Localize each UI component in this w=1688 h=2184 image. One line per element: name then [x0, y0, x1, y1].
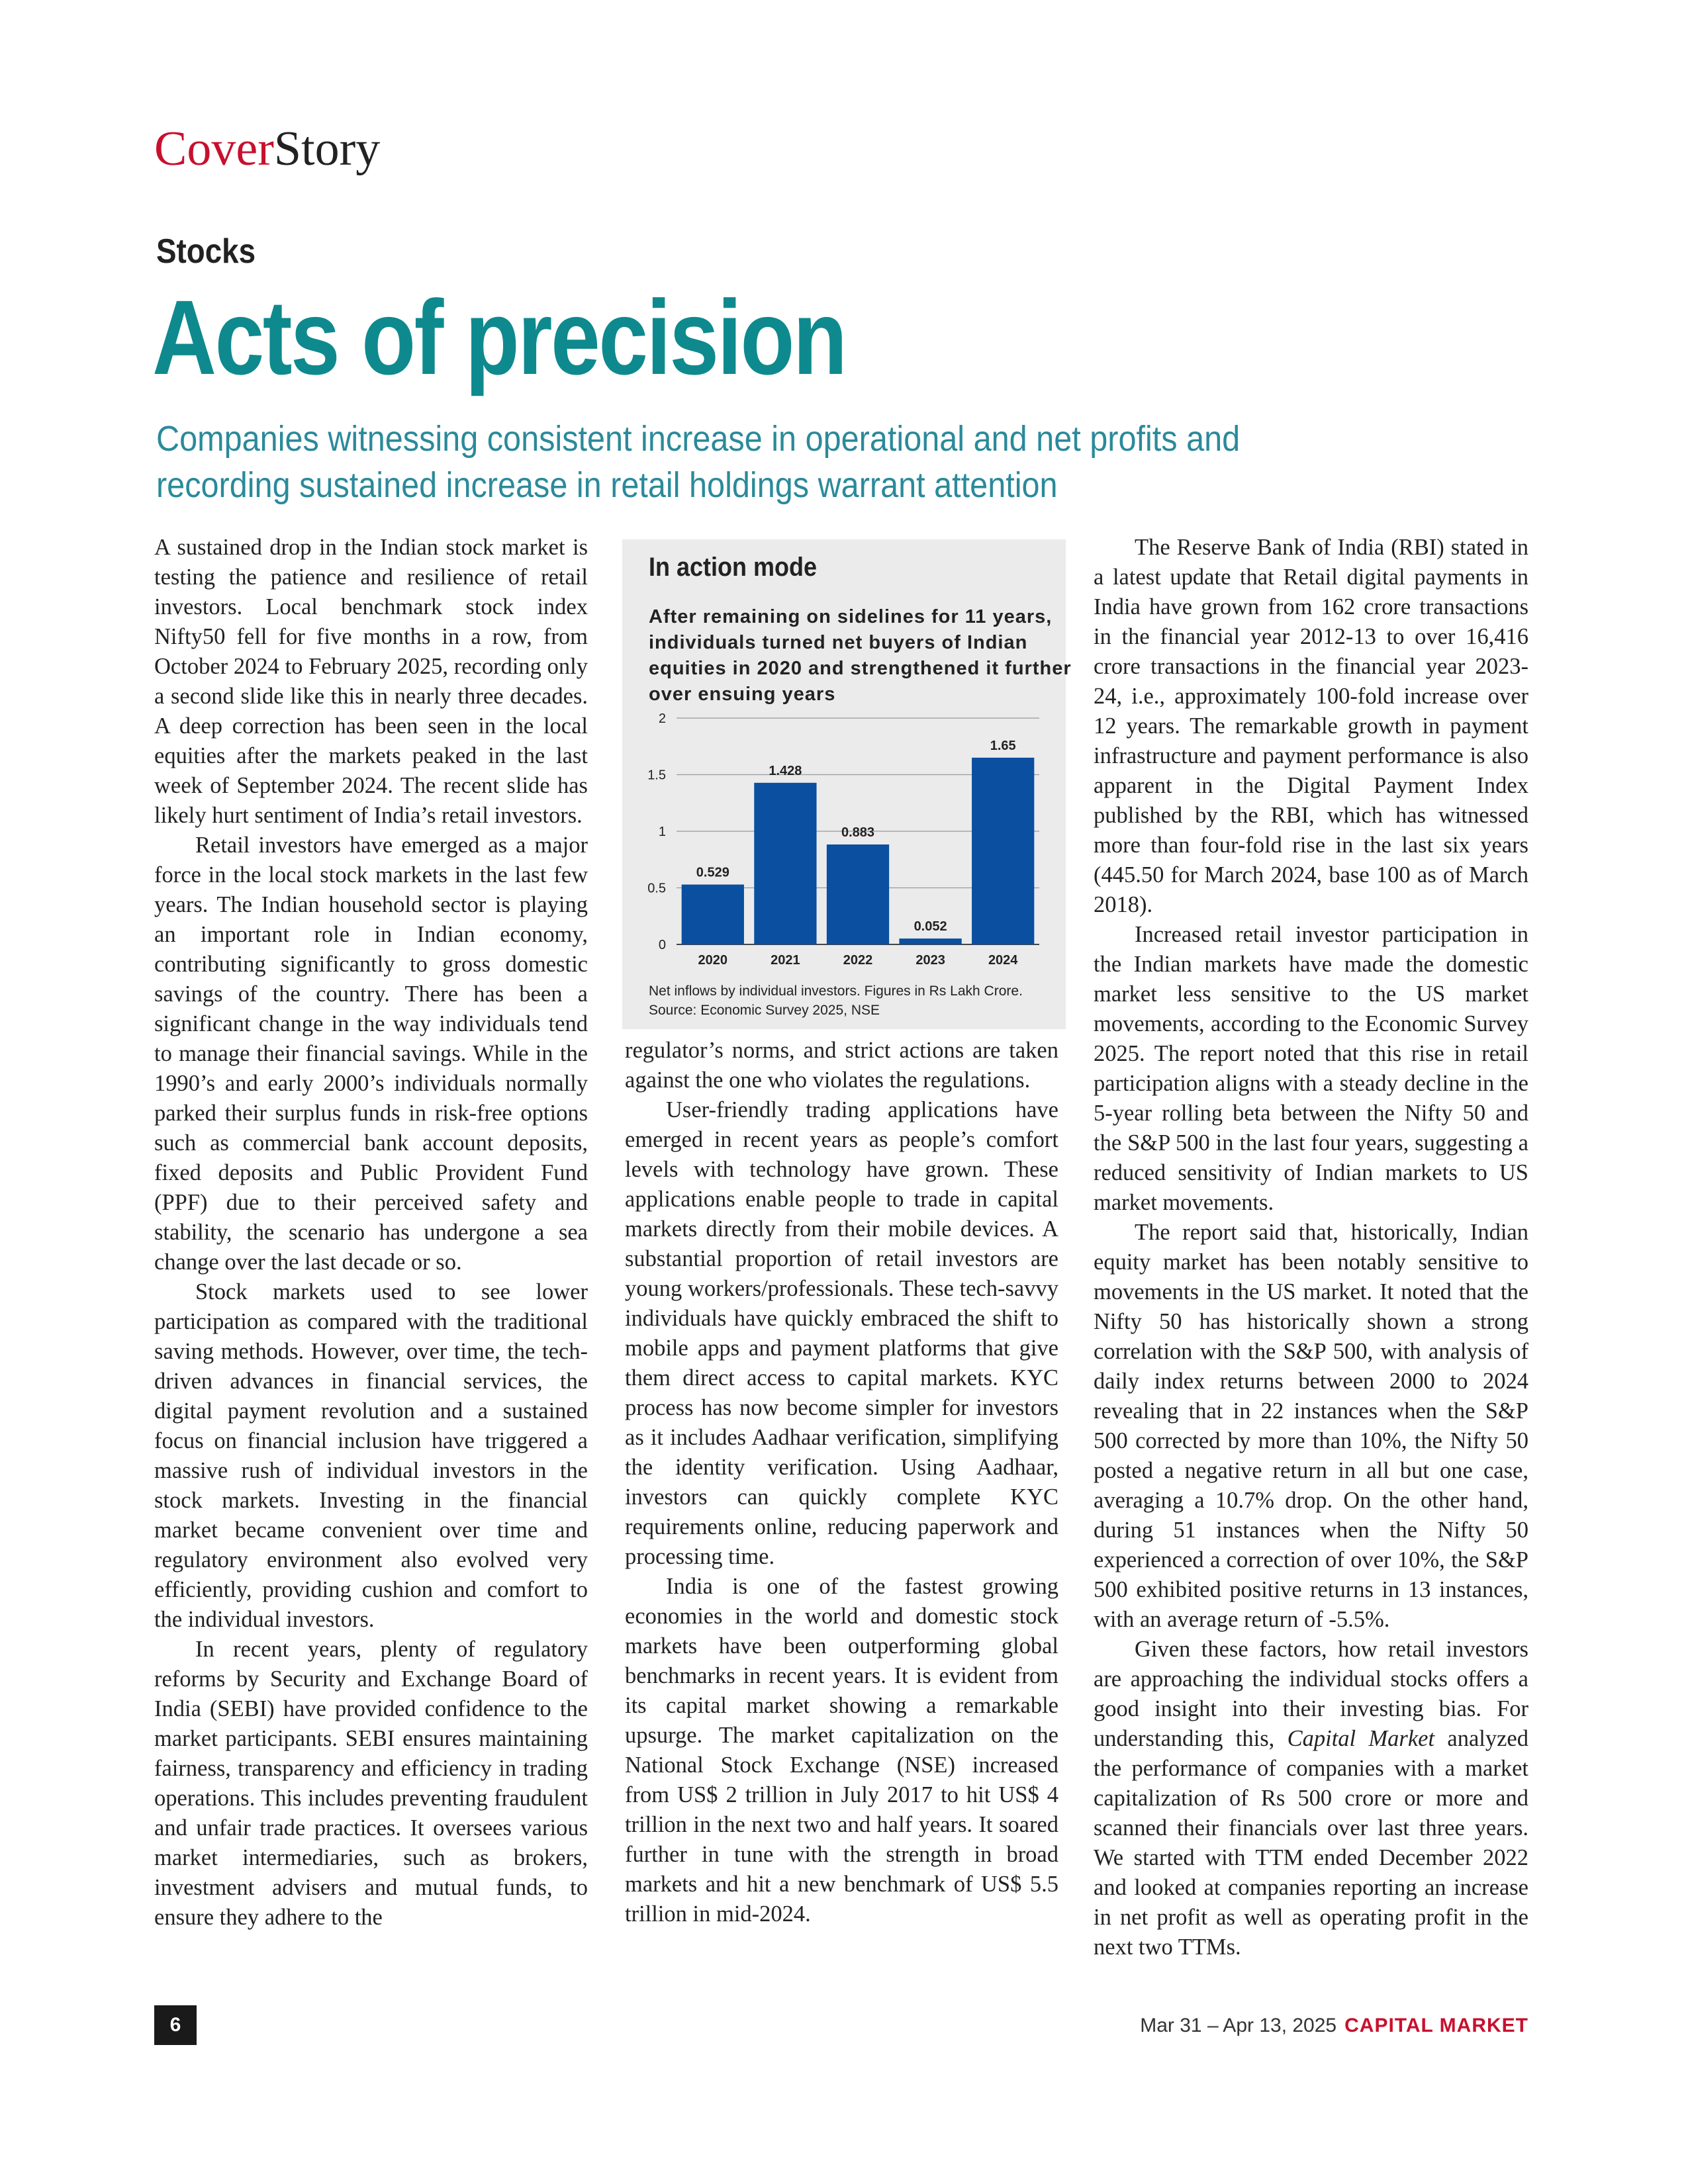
bar-2022	[827, 844, 889, 944]
column-1	[154, 533, 588, 1933]
text-run: Given these factors, how retail investors are approaching the individual stocks offers a good insight into their investing bias. For understanding this,	[1094, 1637, 1528, 1751]
y-tick-label: 2	[658, 711, 666, 726]
y-tick-label: 0.5	[647, 881, 666, 896]
chart-box	[622, 539, 1072, 1029]
x-tick-label: 2023	[915, 953, 945, 968]
article-headline: Acts of precision	[152, 278, 846, 396]
x-tick-label: 2022	[843, 953, 873, 968]
footer	[1140, 2015, 1528, 2037]
bar-2021	[754, 783, 816, 944]
paragraph: A sustained drop in the Indian stock market is testing the patience and resilience of retail investors. Local benchmark stock index Nifty50 fell for five months in a row, from October 2024 to February 2025, recording only a second slide like this in nearly three decades. A deep correction has been seen in the local equities after the markets peaked in the last week of September 2024. The recent slide has likely hurt sentiment of India’s retail investors.	[154, 535, 588, 828]
data-label: 0.883	[841, 825, 875, 841]
paragraph: The Reserve Bank of India (RBI) stated in a latest update that Retail digital payments in India have grown from 162 crore transactions in the financial year 2012-13 to over 16,416 crore transactions in the financial year 2023-24, i.e., approximately 100-fold increase over 12 years. The remarkable growth in payment infrastructure and payment performance is also apparent in the Digital Payment Index published by the RBI, which has witnessed more than four-fold rise in the last six years (445.50 for March 2024, base 100 as of March 2018).	[1094, 535, 1528, 917]
chart-subtitle: After remaining on sidelines for 11 years, individuals turned net buyers of Indian equities in 2020 and strengthened it further over ensuing years	[649, 606, 1072, 705]
x-tick-label: 2024	[988, 953, 1018, 968]
chart-note-text: Net inflows by individual investors. Figures in Rs Lakh Crore.	[649, 983, 1023, 999]
column-3	[1094, 533, 1528, 1962]
bar-2024	[972, 758, 1034, 944]
page-number: 6	[154, 2005, 197, 2045]
paragraph: regulator’s norms, and strict actions are taken against the one who violates the regulations.	[625, 1038, 1058, 1093]
y-tick-label: 1	[658, 825, 666, 839]
data-label: 1.428	[769, 763, 802, 778]
section-tag-cover: Cover	[154, 122, 274, 176]
paragraph: Stock markets used to see lower participation as compared with the traditional saving methods. However, over time, the tech-driven advances in financial services, the digital payment revolution and a sustained focus on financial inclusion have triggered a massive rush of individual investors in the stock markets. Investing in the financial market became convenient over time and regulatory environment also evolved very efficiently, providing cushion and comfort to the individual investors.	[154, 1279, 588, 1632]
bar-chart	[622, 539, 1066, 1029]
article-kicker: Stocks	[156, 232, 256, 271]
x-tick-label: 2020	[698, 953, 728, 968]
bar-2023	[899, 938, 961, 944]
data-label: 0.529	[696, 865, 729, 880]
magazine-name: CAPITAL MARKET	[1344, 2015, 1528, 2036]
data-label: 1.65	[990, 738, 1016, 753]
issue-date: Mar 31 – Apr 13, 2025	[1140, 2015, 1337, 2036]
paragraph: The report said that, historically, Indian equity market has been notably sensitive to movements in the US market. It noted that the Nifty 50 has historically shown a strong correlation with the S&P 500, with analysis of daily index returns between 2000 to 2024 revealing that in 22 instances when the S&P 500 corrected by more than 10%, the Nifty 50 posted a negative return in all but one case, averaging a 10.7% drop. On the other hand, during 51 instances when the Nifty 50 experienced a correction of over 10%, the S&P 500 exhibited positive returns in 13 instances, with an average return of -5.5%.	[1094, 1220, 1528, 1632]
data-label: 0.052	[914, 919, 947, 934]
paragraph: User-friendly trading applications have emerged in recent years as people’s comfort levels with technology have grown. These applications enable people to trade in capital markets directly from their mobile devices. A substantial proportion of retail investors are young workers/professionals. These tech-savvy individuals have quickly embraced the shift to mobile apps and payment platforms that give them direct access to capital markets. KYC process has now become simpler for investors as it includes Aadhaar verification, simplifying the identity verification. Using Aadhaar, investors can quickly complete KYC requirements online, reducing paperwork and processing time.	[625, 1097, 1058, 1569]
chart-title: In action mode	[649, 553, 818, 582]
chart-source: Source: Economic Survey 2025, NSE	[649, 1003, 880, 1018]
paragraph: Increased retail investor participation in the Indian markets have made the domestic market less sensitive to the US market movements, according to the Economic Survey 2025. The report noted that this rise in retail participation aligns with a steady decline in the 5-year rolling beta between the Nifty 50 and the S&P 500 in the last four years, suggesting a reduced sensitivity of Indian markets to US market movements.	[1094, 922, 1528, 1215]
section-tag	[154, 119, 380, 179]
y-tick-label: 1.5	[647, 768, 666, 783]
x-tick-label: 2021	[771, 953, 800, 968]
paragraph: India is one of the fastest growing economies in the world and domestic stock markets have been outperforming global benchmarks in recent years. It is evident from its capital market showing a remarkable upsurge. The market capitalization on the National Stock Exchange (NSE) increased from US$ 2 trillion in July 2017 to hit US$ 4 trillion in the next two and half years. It soared further in tune with the strength in broad markets and hit a new benchmark of US$ 5.5 trillion in mid-2024.	[625, 1574, 1058, 1927]
text-run: analyzed the performance of companies with a market capitalization of Rs 500 crore or more and scanned their financials over last three years. We started with TTM ended December 2022 and looked at companies reporting an increase in net profit as well as operating profit in the next two TTMs.	[1094, 1726, 1528, 1960]
paragraph: In recent years, plenty of regulatory reforms by Security and Exchange Board of India (SEBI) have provided confidence to the market participants. SEBI ensures maintaining fairness, transparency and efficiency in trading operations. This includes preventing fraudulent and unfair trade practices. It oversees various market intermediaries, such as brokers, investment advisers and mutual funds, to ensure they adhere to the	[154, 1637, 588, 1930]
column-2	[625, 1036, 1058, 1929]
paragraph: Retail investors have emerged as a major force in the local stock markets in the last few years. The Indian household sector is playing an important role in Indian economy, contributing significantly to gross domestic savings of the country. There has been a significant change in the way individuals tend to manage their financial savings. While in the 1990’s and early 2000’s individuals normally parked their surplus funds in risk-free options such as commercial bank account deposits, fixed deposits and Public Provident Fund (PPF) due to their perceived safety and stability, the scenario has undergone a sea change over the last decade or so.	[154, 833, 588, 1275]
chart-note	[649, 981, 1059, 1020]
bar-2020	[682, 885, 744, 944]
section-tag-story: Story	[273, 122, 381, 176]
magazine-name-italic: Capital Market	[1287, 1726, 1435, 1751]
paragraph	[1094, 1635, 1528, 1962]
article-deck: Companies witnessing consistent increase in operational and net profits and recording sustained increase in retail holdings warrant attention	[156, 419, 1241, 505]
y-tick-label: 0	[658, 938, 666, 952]
